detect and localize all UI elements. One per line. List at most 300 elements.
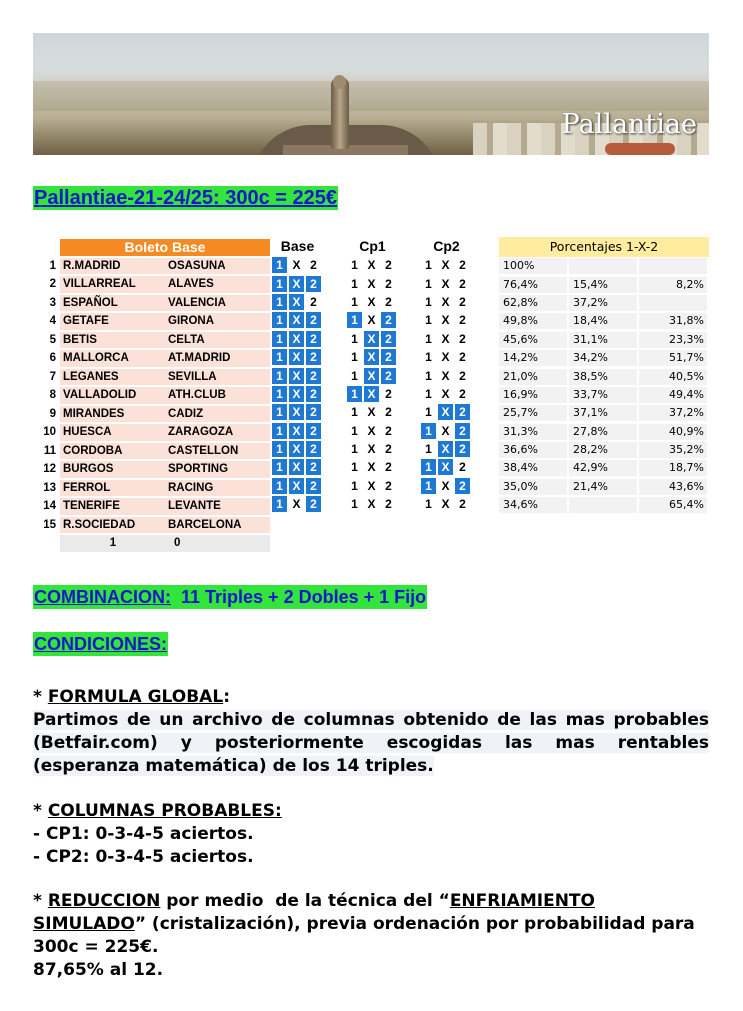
combinacion-label: COMBINACION: [34, 587, 171, 607]
cp1-cell-2: 2 [381, 404, 396, 420]
away-team: CASTELLON [166, 443, 270, 460]
cp1-row [347, 440, 398, 458]
cp1-cell-2: 2 [381, 441, 396, 457]
brand-logo-text: Pallantiae [561, 109, 697, 140]
cp2-row [421, 477, 472, 495]
base-cell-1: 1 [272, 423, 287, 439]
percentage-cell: 28,2% [569, 442, 637, 458]
base-cell-1: 1 [272, 386, 287, 402]
home-team: R.MADRID [60, 258, 166, 275]
cp2-cell-2: 2 [455, 423, 470, 439]
cp1-cell-2: 2 [381, 257, 396, 273]
cp1-cell-2: 2 [381, 294, 396, 310]
cp1-cell-X: X [364, 386, 379, 402]
base-cell-2: 2 [306, 294, 321, 310]
base-cell-1: 1 [272, 441, 287, 457]
away-team: VALENCIA [166, 295, 270, 312]
totals-row [32, 535, 270, 552]
cp2-cell-X: X [438, 349, 453, 365]
away-team: ZARAGOZA [166, 424, 270, 441]
match-number: 9 [32, 406, 60, 423]
cp1-cell-2: 2 [381, 423, 396, 439]
cp2-cell-X: X [438, 459, 453, 475]
cp1-row [347, 274, 398, 292]
cp2-row [421, 256, 472, 274]
cp2-cell-2: 2 [455, 312, 470, 328]
cp2-cell-X: X [438, 441, 453, 457]
enfriamiento-label: ENFRIAMIENTO SIMULADO [33, 891, 595, 934]
base-cell-2: 2 [306, 441, 321, 457]
base-cell-1: 1 [272, 276, 287, 292]
base-cell-2: 2 [306, 312, 321, 328]
cp2-cell-2: 2 [455, 331, 470, 347]
base-cell-X: X [289, 496, 304, 512]
cp1-cell-2: 2 [381, 496, 396, 512]
base-header: Base [280, 238, 315, 254]
percentage-cell: 27,8% [569, 424, 637, 440]
base-row [272, 385, 323, 403]
cp1-cell-1: 1 [347, 404, 362, 420]
cp2-cell-2: 2 [455, 441, 470, 457]
away-total: 0 [166, 535, 270, 552]
percentage-cell: 14,2% [499, 350, 567, 366]
base-cell-2: 2 [306, 331, 321, 347]
base-row [272, 330, 323, 348]
cp2-cell-1: 1 [421, 496, 436, 512]
cp2-cell-1: 1 [421, 386, 436, 402]
cp2-row [421, 274, 472, 292]
percentage-cell: 38,5% [569, 369, 637, 385]
cp2-cell-1: 1 [421, 404, 436, 420]
away-team: SEVILLA [166, 369, 270, 386]
cp1-cell-1: 1 [347, 349, 362, 365]
cp1-cell-1: 1 [347, 312, 362, 328]
percentage-cell: 62,8% [499, 295, 567, 311]
columnas-label: COLUMNAS PROBABLES: [47, 801, 282, 821]
cp1-cell-X: X [364, 368, 379, 384]
boleto-base-title: Boleto Base [60, 239, 270, 256]
cp1-cell-2: 2 [381, 331, 396, 347]
reduccion-section: * REDUCCION por medio de la técnica del “ENFRIAMIENTO SIMULADO” (cristalización), previa ordenación por probabilidad para 300c = 225€. 87,65% al 12. [33, 891, 695, 980]
cp2-cell-1: 1 [421, 331, 436, 347]
cp1-cell-X: X [364, 423, 379, 439]
base-row [272, 274, 323, 292]
match-row [32, 295, 270, 312]
cp2-cell-X: X [438, 276, 453, 292]
cp1-cell-2: 2 [381, 478, 396, 494]
cp1-header: Cp1 [359, 238, 386, 254]
percentage-cell: 37,2% [569, 295, 637, 311]
base-cell-X: X [289, 368, 304, 384]
cp1-cell-2: 2 [381, 312, 396, 328]
match-number: 3 [32, 295, 60, 312]
cp1-row [347, 403, 398, 421]
percentage-row [499, 257, 709, 275]
cp2-cell-X: X [438, 257, 453, 273]
percentage-row [499, 386, 709, 404]
percentage-row [499, 423, 709, 441]
percentage-row [499, 478, 709, 496]
cp1-cell-1: 1 [347, 294, 362, 310]
cp1-cell-1: 1 [347, 423, 362, 439]
home-team: BETIS [60, 332, 166, 349]
cp2-row [421, 293, 472, 311]
base-cell-2: 2 [306, 276, 321, 292]
cp1-row [347, 348, 398, 366]
percentage-cell [639, 295, 707, 311]
base-row [272, 495, 323, 513]
cp1-cell-1: 1 [347, 368, 362, 384]
match-number: 15 [32, 517, 60, 534]
cp2-cell-1: 1 [421, 441, 436, 457]
cp1-cell-1: 1 [347, 331, 362, 347]
base-cell-1: 1 [272, 312, 287, 328]
base-cell-1: 1 [272, 496, 287, 512]
base-row [272, 293, 323, 311]
cp1-cell-1: 1 [347, 496, 362, 512]
away-team: ALAVES [166, 276, 270, 293]
percentage-cell: 31,3% [499, 424, 567, 440]
match-number: 7 [32, 369, 60, 386]
base-cell-2: 2 [306, 478, 321, 494]
match-number: 14 [32, 498, 60, 515]
cp1-row [347, 256, 398, 274]
base-cell-1: 1 [272, 257, 287, 273]
cp1-cell-X: X [364, 441, 379, 457]
base-row [272, 403, 323, 421]
base-cell-X: X [289, 386, 304, 402]
percentage-cell: 40,9% [639, 424, 707, 440]
cp1-row [347, 293, 398, 311]
base-cell-X: X [289, 441, 304, 457]
cp1-cell-X: X [364, 496, 379, 512]
base-cell-X: X [289, 276, 304, 292]
cp1-cell-X: X [364, 276, 379, 292]
percentage-cell: 43,6% [639, 479, 707, 495]
cp1-row [347, 422, 398, 440]
base-cell-X: X [289, 294, 304, 310]
percentage-cell: 31,8% [639, 313, 707, 329]
base-cell-X: X [289, 257, 304, 273]
match-row [32, 387, 270, 404]
cp1-cell-X: X [364, 331, 379, 347]
cp1-cell-X: X [364, 349, 379, 365]
percentage-row [499, 404, 709, 422]
base-cell-X: X [289, 312, 304, 328]
cp1-cell-2: 2 [381, 349, 396, 365]
cp1-row [347, 366, 398, 384]
cp2-cell-2: 2 [455, 496, 470, 512]
cp2-cell-2: 2 [455, 459, 470, 475]
match-row [32, 332, 270, 349]
base-cell-1: 1 [272, 331, 287, 347]
base-cell-X: X [289, 423, 304, 439]
away-team: RACING [166, 480, 270, 497]
match-number: 13 [32, 480, 60, 497]
match-row [32, 424, 270, 441]
percentage-cell: 15,4% [569, 277, 637, 293]
base-row [272, 366, 323, 384]
match-row [32, 276, 270, 293]
reduccion-last: 87,65% al 12. [33, 960, 164, 980]
base-cell-2: 2 [306, 459, 321, 475]
percentage-cell [569, 497, 637, 513]
percentage-cell: 35,0% [499, 479, 567, 495]
home-team: FERROL [60, 480, 166, 497]
match-number: 4 [32, 313, 60, 330]
percentage-cell: 8,2% [639, 277, 707, 293]
percentages-title: Porcentajes 1-X-2 [499, 237, 709, 257]
cp2-row [421, 366, 472, 384]
away-team: OSASUNA [166, 258, 270, 275]
cp2-row [421, 403, 472, 421]
percentage-cell: 18,4% [569, 313, 637, 329]
percentage-cell: 42,9% [569, 460, 637, 476]
away-team: CELTA [166, 332, 270, 349]
cp2-cell-2: 2 [455, 404, 470, 420]
cp1-cell-X: X [364, 294, 379, 310]
percentage-cell: 100% [499, 258, 567, 274]
cp2-cell-2: 2 [455, 368, 470, 384]
base-cell-2: 2 [306, 423, 321, 439]
base-cell-1: 1 [272, 349, 287, 365]
base-cell-2: 2 [306, 386, 321, 402]
match-row [32, 406, 270, 423]
cp1-cell-2: 2 [381, 386, 396, 402]
cp1-cell-1: 1 [347, 441, 362, 457]
cp1-cell-2: 2 [381, 368, 396, 384]
cp2-header: Cp2 [433, 238, 460, 254]
percentage-cell: 40,5% [639, 369, 707, 385]
cp2-cell-X: X [438, 331, 453, 347]
base-cell-2: 2 [306, 368, 321, 384]
cp2-cell-X: X [438, 423, 453, 439]
base-grid [272, 237, 323, 513]
cp1-cell-2: 2 [381, 459, 396, 475]
cp1-cell-X: X [364, 257, 379, 273]
base-row [272, 311, 323, 329]
match-row [32, 258, 270, 275]
cp2-cell-1: 1 [421, 312, 436, 328]
cp2-cell-2: 2 [455, 294, 470, 310]
percentage-row [499, 459, 709, 477]
cp2-cell-1: 1 [421, 276, 436, 292]
away-team: AT.MADRID [166, 350, 270, 367]
header-banner [33, 33, 709, 155]
cp2-row [421, 422, 472, 440]
cp1-row [347, 477, 398, 495]
cp2-cell-2: 2 [455, 478, 470, 494]
away-team: GIRONA [166, 313, 270, 330]
percentage-cell: 38,4% [499, 460, 567, 476]
formula-text: Partimos de un archivo de columnas obtenido de las mas probables (Betfair.com) y posteriormente escogidas las mas rentables (esperanza matemática) de los 14 triples. [33, 710, 709, 776]
cp2-cell-1: 1 [421, 294, 436, 310]
cp2-cell-2: 2 [455, 257, 470, 273]
cp2-cell-X: X [438, 496, 453, 512]
cp2-row [421, 330, 472, 348]
base-cell-1: 1 [272, 459, 287, 475]
home-team: MIRANDES [60, 406, 166, 423]
cp2-cell-X: X [438, 404, 453, 420]
percentage-row [499, 441, 709, 459]
cp2-row [421, 440, 472, 458]
home-team: BURGOS [60, 461, 166, 478]
home-team: ESPAÑOL [60, 295, 166, 312]
cp2-cell-2: 2 [455, 386, 470, 402]
percentage-cell [639, 258, 707, 274]
away-team: CADIZ [166, 406, 270, 423]
combinacion-heading [33, 585, 427, 609]
cp2-cell-1: 1 [421, 349, 436, 365]
match-number: 2 [32, 276, 60, 293]
base-row [272, 256, 323, 274]
cp1-row [347, 495, 398, 513]
percentage-cell: 18,7% [639, 460, 707, 476]
match-number: 10 [32, 424, 60, 441]
base-row [272, 477, 323, 495]
base-row [272, 348, 323, 366]
match-number: 11 [32, 443, 60, 460]
percentage-cell: 76,4% [499, 277, 567, 293]
match-row [32, 443, 270, 460]
cp1-cell-1: 1 [347, 386, 362, 402]
home-team: MALLORCA [60, 350, 166, 367]
percentage-cell: 49,4% [639, 387, 707, 403]
match-row [32, 498, 270, 515]
matches-table [32, 237, 270, 554]
home-total: 1 [60, 535, 166, 552]
cp1-grid [347, 237, 398, 513]
percentage-cell: 21,0% [499, 369, 567, 385]
cp1-cell-1: 1 [347, 459, 362, 475]
percentage-cell: 34,6% [499, 497, 567, 513]
base-row [272, 458, 323, 476]
cp1-row [347, 330, 398, 348]
cp1-cell-X: X [364, 404, 379, 420]
match-row [32, 369, 270, 386]
base-cell-1: 1 [272, 294, 287, 310]
cp2-row [421, 458, 472, 476]
base-cell-2: 2 [306, 496, 321, 512]
condiciones-heading: CONDICIONES: [34, 634, 168, 654]
match-row [32, 461, 270, 478]
base-cell-X: X [289, 349, 304, 365]
cp2-row [421, 495, 472, 513]
formula-label: FORMULA GLOBAL [47, 687, 224, 707]
cp2-row [421, 385, 472, 403]
base-cell-2: 2 [306, 349, 321, 365]
formula-section: * FORMULA GLOBAL: Partimos de un archivo de columnas obtenido de las mas probables (Betfair.com) y posteriormente escogidas las mas rentables (esperanza matemática) de los 14 triples. [33, 687, 709, 776]
base-cell-1: 1 [272, 368, 287, 384]
columnas-section: * COLUMNAS PROBABLES: - CP1: 0-3-4-5 aciertos. - CP2: 0-3-4-5 aciertos. [33, 801, 282, 867]
match-number: 5 [32, 332, 60, 349]
percentage-cell: 16,9% [499, 387, 567, 403]
cp1-cell-X: X [364, 478, 379, 494]
match-row [32, 517, 270, 534]
percentage-row [499, 331, 709, 349]
cp2-cell-X: X [438, 312, 453, 328]
reduccion-label: REDUCCION [47, 891, 161, 911]
combinacion-value: 11 Triples + 2 Dobles + 1 Fijo [171, 587, 427, 607]
cp2-cell-2: 2 [455, 276, 470, 292]
away-team: BARCELONA [166, 517, 270, 534]
percentage-cell: 31,1% [569, 332, 637, 348]
percentage-row [499, 496, 709, 514]
base-cell-X: X [289, 404, 304, 420]
percentage-cell: 65,4% [639, 497, 707, 513]
percentage-cell: 23,3% [639, 332, 707, 348]
cp2-row [421, 348, 472, 366]
match-row [32, 313, 270, 330]
columnas-cp2: - CP2: 0-3-4-5 aciertos. [33, 847, 254, 867]
cp2-cell-X: X [438, 368, 453, 384]
cp1-cell-2: 2 [381, 276, 396, 292]
base-cell-X: X [289, 459, 304, 475]
percentage-cell: 37,1% [569, 405, 637, 421]
cp1-cell-1: 1 [347, 276, 362, 292]
home-team: CORDOBA [60, 443, 166, 460]
home-team: GETAFE [60, 313, 166, 330]
base-cell-1: 1 [272, 404, 287, 420]
percentages-table [499, 237, 709, 514]
match-number: 1 [32, 258, 60, 275]
cp2-cell-X: X [438, 386, 453, 402]
match-row [32, 480, 270, 497]
percentage-cell: 25,7% [499, 405, 567, 421]
cp2-cell-X: X [438, 478, 453, 494]
away-team: LEVANTE [166, 498, 270, 515]
page-title: Pallantiae-21-24/25: 300c = 225€ [34, 187, 337, 209]
percentage-row [499, 367, 709, 385]
cp2-cell-2: 2 [455, 349, 470, 365]
cp1-cell-X: X [364, 312, 379, 328]
match-row [32, 350, 270, 367]
away-team: SPORTING [166, 461, 270, 478]
cp2-row [421, 311, 472, 329]
percentage-cell [569, 258, 637, 274]
base-cell-X: X [289, 331, 304, 347]
cp2-cell-1: 1 [421, 423, 436, 439]
percentage-cell: 34,2% [569, 350, 637, 366]
match-number: 8 [32, 387, 60, 404]
cp1-row [347, 385, 398, 403]
cp1-row [347, 458, 398, 476]
percentage-row [499, 312, 709, 330]
cp2-cell-1: 1 [421, 459, 436, 475]
percentage-cell: 36,6% [499, 442, 567, 458]
percentage-cell: 51,7% [639, 350, 707, 366]
base-cell-2: 2 [306, 257, 321, 273]
percentage-cell: 49,8% [499, 313, 567, 329]
home-team: HUESCA [60, 424, 166, 441]
away-team: ATH.CLUB [166, 387, 270, 404]
cp2-cell-X: X [438, 294, 453, 310]
home-team: R.SOCIEDAD [60, 517, 166, 534]
cp2-cell-1: 1 [421, 478, 436, 494]
home-team: VILLARREAL [60, 276, 166, 293]
base-row [272, 440, 323, 458]
match-number: 12 [32, 461, 60, 478]
percentage-cell: 35,2% [639, 442, 707, 458]
match-number: 6 [32, 350, 60, 367]
columnas-cp1: - CP1: 0-3-4-5 aciertos. [33, 824, 254, 844]
base-cell-X: X [289, 478, 304, 494]
cp1-cell-X: X [364, 459, 379, 475]
percentage-cell: 33,7% [569, 387, 637, 403]
home-team: LEGANES [60, 369, 166, 386]
percentage-cell: 45,6% [499, 332, 567, 348]
percentage-row [499, 275, 709, 293]
